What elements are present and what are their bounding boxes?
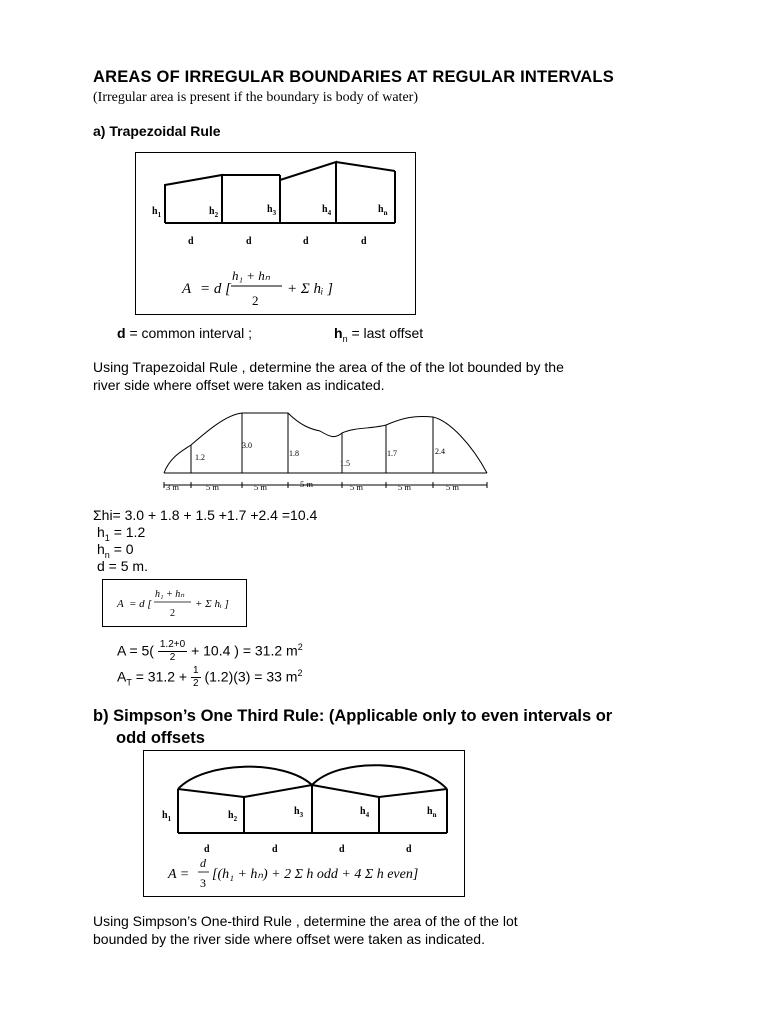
trap-problem-line2: river side where offset were taken as indicated. — [93, 377, 385, 393]
svg-text:= d [: = d [ — [129, 598, 152, 610]
simpson-heading: b) Simpson’s One Third Rule: (Applicable only to even intervals or odd offsets — [93, 707, 613, 747]
svg-text:h₁ + hₙ: h₁ + hₙ — [232, 268, 270, 283]
offset-6: 2.4 — [435, 447, 445, 456]
sum-line: Σhi= 3.0 + 1.8 + 1.5 +1.7 +2.4 =10.4 — [93, 507, 318, 523]
trapezoidal-diagram — [135, 152, 416, 315]
simpson-problem-line2: bounded by the river side where offset were taken as indicated. — [93, 931, 485, 947]
interval-7: 5 m — [446, 482, 459, 492]
offset-5: 1.7 — [387, 449, 397, 458]
trap-d-1: d — [188, 236, 194, 247]
trap-d-4: d — [361, 236, 367, 247]
simp-d-1: d — [204, 844, 210, 855]
svg-text:A: A — [117, 598, 124, 610]
calc-line-2: $A_T = 31.2$ + $\frac{1}{2}$ (1.2)(3) = 33 $m^2$ — [117, 665, 303, 690]
page-title: AREAS OF IRREGULAR BOUNDARIES AT REGULAR INTERVALS — [93, 68, 614, 86]
boxed-formula — [102, 579, 247, 627]
h1-line: $h_1 = 1.2$ — [97, 524, 146, 543]
trap-legend-hn: $h_n$ = last offset — [334, 325, 424, 344]
svg-text:= d [: = d [ — [200, 281, 231, 297]
calc1-fraction: $\frac{1.2+0}{2}$ — [159, 639, 186, 664]
svg-text:+ Σ hᵢ ]: + Σ hᵢ ] — [287, 281, 333, 297]
svg-text:h₁ + hₙ: h₁ + hₙ — [155, 589, 185, 600]
simp-d-3: d — [339, 844, 345, 855]
trap-legend-d: d = common interval ; — [117, 325, 252, 341]
simp-h3: $h_3$ — [294, 806, 304, 819]
interval-2: 5 m — [206, 482, 219, 492]
trapezoidal-figure — [136, 153, 415, 314]
simp-h1: $h_1$ — [162, 810, 172, 823]
simp-h2: $h_2$ — [228, 810, 238, 823]
trap-h3: $h_3$ — [267, 204, 277, 217]
page-subtitle: (Irregular area is present if the boundary is body of water) — [93, 90, 418, 105]
svg-text:2: 2 — [252, 293, 259, 308]
interval-3: 5 m — [254, 482, 267, 492]
simpson-diagram — [143, 750, 465, 897]
trap-d-3: d — [303, 236, 309, 247]
offset-2: 3.0 — [242, 441, 252, 450]
simpson-problem-line1: Using Simpson’s One-third Rule , determine the area of the of the lot — [93, 913, 518, 929]
svg-text:3: 3 — [200, 876, 206, 890]
svg-text:[(h₁ + hₙ) + 2 Σ h odd + 4 Σ h: [(h₁ + hₙ) + 2 Σ h odd + 4 Σ h even] — [212, 867, 419, 882]
trapezoidal-heading: a) Trapezoidal Rule — [93, 123, 221, 139]
simp-d-4: d — [406, 844, 412, 855]
boxed-formula-figure — [103, 580, 246, 626]
calc-line-1: A = 5( $\frac{1.2+0}{2}$ + 10.4 ) = 31.2 $m^2$ — [117, 639, 303, 664]
trap-d-2: d — [246, 236, 252, 247]
simp-h4: $h_4$ — [360, 806, 370, 819]
interval-6: 5 m — [398, 482, 411, 492]
svg-text:2: 2 — [170, 608, 175, 619]
svg-text:+ Σ hᵢ ]: + Σ hᵢ ] — [195, 598, 229, 610]
trap-h1: $h_1$ — [152, 206, 162, 219]
offset-3: 1.8 — [289, 449, 299, 458]
offset-1: 1.2 — [195, 453, 205, 462]
trap-formula — [181, 268, 333, 308]
interval-1: 3 m — [166, 482, 179, 492]
svg-text:A =: A = — [168, 867, 190, 882]
interval-4: 5 m — [300, 479, 313, 489]
interval-5: 5 m — [350, 482, 363, 492]
simp-d-2: d — [272, 844, 278, 855]
trap-h4: $h_4$ — [322, 204, 332, 217]
trap-problem-line1: Using Trapezoidal Rule , determine the area of the of the lot bounded by the — [93, 359, 564, 375]
hn-line: $h_n = 0$ — [97, 541, 134, 560]
calc2-fraction: $\frac{1}{2}$ — [193, 665, 199, 690]
d-line: d = 5 m. — [97, 558, 148, 574]
trap-hn: $h_n$ — [378, 204, 388, 217]
simpson-figure — [144, 751, 464, 896]
river-lot-diagram — [150, 405, 495, 497]
offset-4: 1.5 — [340, 459, 350, 468]
svg-text:A: A — [182, 281, 192, 297]
simp-hn: $h_n$ — [427, 806, 437, 819]
simpson-formula — [167, 856, 418, 890]
svg-text:d: d — [200, 856, 206, 870]
trap-h2: $h_2$ — [209, 206, 219, 219]
